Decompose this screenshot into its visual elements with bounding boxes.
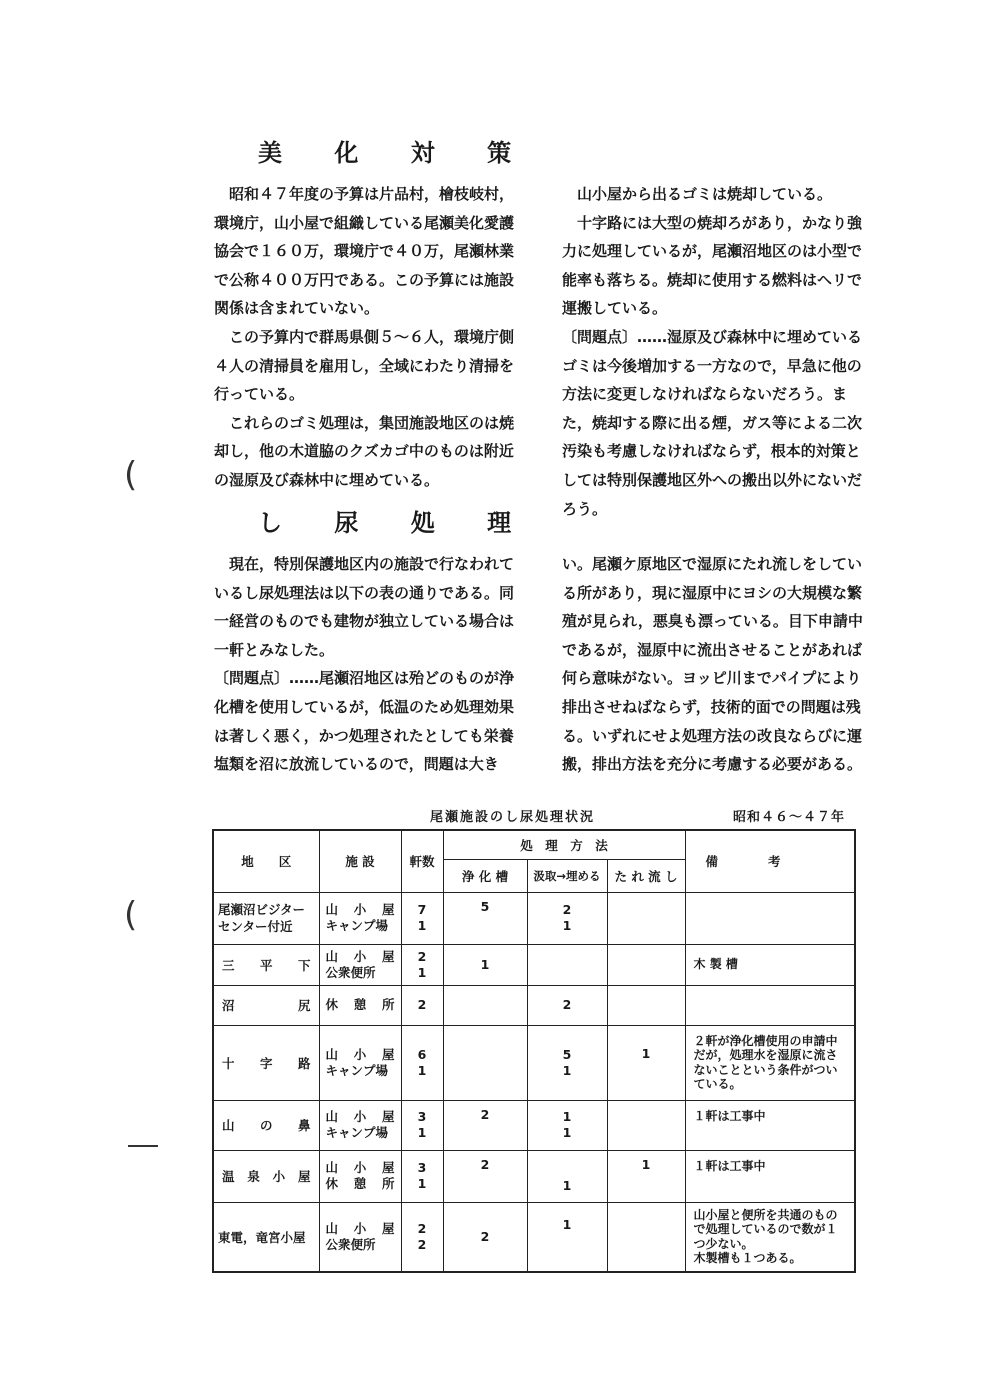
scan-mark: ( <box>124 455 138 495</box>
heading-bika: 美 化 対 策 <box>258 139 534 167</box>
row-facility: 山 小 屋 休 憩 所 <box>319 1150 401 1202</box>
row-kyushu: 1 <box>527 1202 607 1272</box>
row-count: 3 1 <box>401 1100 443 1150</box>
bika-right-column <box>562 180 872 523</box>
row-area: 沼尻 <box>213 985 319 1025</box>
paragraph: この予算内で群馬県側５～６人，環境庁側４人の清掃員を雇用し，全域にわたり清掃を行っている。 <box>214 327 515 404</box>
row-area: 温泉小屋 <box>213 1150 319 1202</box>
row-jokaso: 2 <box>443 1202 527 1272</box>
row-note <box>685 892 855 944</box>
row-jokaso: 1 <box>443 944 527 985</box>
row-kyushu: 5 1 <box>527 1025 607 1100</box>
paragraph: い。尾瀬ケ原地区で湿原にたれ流しをしている所があり，現に湿原中にヨシの大規模な繁殖が見られ，悪臭も漂っている。目下申請中であるが，湿原中に流出させることがあれば何ら意味がない。ヨッピ川までパイプにより排出させねばならず，技術的面での問題は残る。いずれにせよ処理方法の改良ならびに運搬，排出方法を充分に考慮する必要がある。 <box>562 555 863 774</box>
row-area: 山の鼻 <box>213 1100 319 1150</box>
row-area: 十字路 <box>213 1025 319 1100</box>
row-area: 東電，竜宮小屋 <box>213 1202 319 1272</box>
row-count: 2 1 <box>401 944 443 985</box>
header-method: 処 理 方 法 <box>443 830 685 859</box>
header-area: 地 区 <box>213 830 319 892</box>
header-note: 備 考 <box>685 830 855 892</box>
row-area: 三平下 <box>213 944 319 985</box>
row-facility: 山 小 屋 キャンプ場 <box>319 892 401 944</box>
row-note: １軒は工事中 <box>685 1150 855 1202</box>
header-count: 軒数 <box>401 830 443 892</box>
row-jokaso <box>443 1025 527 1100</box>
table-row <box>213 944 855 985</box>
row-count: 3 1 <box>401 1150 443 1202</box>
row-tarenagashi <box>607 892 685 944</box>
table-row <box>213 985 855 1025</box>
row-tarenagashi <box>607 1202 685 1272</box>
table-row <box>213 892 855 944</box>
header-tarenagashi: た れ 流 し <box>607 859 685 892</box>
row-tarenagashi <box>607 1100 685 1150</box>
bika-left-column <box>214 180 524 495</box>
header-facility: 施 設 <box>319 830 401 892</box>
row-count: 2 <box>401 985 443 1025</box>
row-count: 2 2 <box>401 1202 443 1272</box>
table-period: 昭和４６～４７年 <box>733 810 846 825</box>
scan-mark <box>128 1145 158 1147</box>
table-row <box>213 1150 855 1202</box>
row-tarenagashi: 1 <box>607 1150 685 1202</box>
row-count: 7 1 <box>401 892 443 944</box>
row-jokaso: 2 <box>443 1100 527 1150</box>
row-kyushu <box>527 944 607 985</box>
row-facility: 山 小 屋 公衆便所 <box>319 1202 401 1272</box>
row-facility: 山 小 屋 公衆便所 <box>319 944 401 985</box>
row-kyushu: 2 <box>527 985 607 1025</box>
row-kyushu: 1 1 <box>527 1100 607 1150</box>
table-row <box>213 1100 855 1150</box>
row-tarenagashi <box>607 944 685 985</box>
table-row <box>213 1202 855 1272</box>
paragraph: 〔問題点〕……尾瀬沼地区は殆どのものが浄化槽を使用しているが，低温のため処理効果は著しく悪く，かつ処理されたとしても栄養塩類を沼に放流しているので，問題は大き <box>214 669 515 774</box>
row-note <box>685 985 855 1025</box>
header-kyushu: 汲取→埋める <box>527 859 607 892</box>
treatment-table <box>212 829 856 1273</box>
shinyo-left-column <box>214 550 524 779</box>
row-count: 6 1 <box>401 1025 443 1100</box>
shinyo-right-column <box>562 550 872 779</box>
row-area: 尾瀬沼ビジターセンター付近 <box>213 892 319 944</box>
paragraph: 現在，特別保護地区内の施設で行なわれているし尿処理法は以下の表の通りである。同一経営のものでも建物が独立している場合は一軒とみなした。 <box>214 555 515 659</box>
row-jokaso: 5 <box>443 892 527 944</box>
paragraph: 昭和４７年度の予算は片品村，檜枝岐村，環境庁，山小屋で組織している尾瀬美化愛護協会で１６０万，環境庁で４０万，尾瀬林業で公称４００万円である。この予算には施設関係は含まれていない。 <box>214 185 515 318</box>
row-tarenagashi <box>607 985 685 1025</box>
table-row <box>213 1025 855 1100</box>
row-note: 木 製 槽 <box>685 944 855 985</box>
row-facility: 山 小 屋 キャンプ場 <box>319 1100 401 1150</box>
paragraph: これらのゴミ処理は，集団施設地区のは焼却し，他の木道脇のクズカゴ中のものは附近の湿原及び森林中に埋めている。 <box>214 413 515 489</box>
paragraph: 十字路には大型の焼却ろがあり，かなり強力に処理しているが，尾瀬沼地区のは小型で能率も落ちる。焼却に使用する燃料はヘリで運搬している。 <box>562 213 863 318</box>
table-caption: 尾瀬施設のし尿処理状況 <box>430 810 596 825</box>
paragraph: 〔問題点〕……湿原及び森林中に埋めているゴミは今後増加する一方なので，早急に他の方法に変更しなければならないだろう。また，焼却する際に出る煙，ガス等による二次汚染も考慮しなければならず，根本的対策としては特別保護地区外への搬出以外にないだろう。 <box>562 327 863 518</box>
row-note: １軒は工事中 <box>685 1100 855 1150</box>
row-note: ２軒が浄化槽使用の申請中だが，処理水を湿原に流さないことという条件がついている。 <box>685 1025 855 1100</box>
heading-shinyo: し 尿 処 理 <box>258 509 534 537</box>
row-kyushu: 2 1 <box>527 892 607 944</box>
header-jokaso: 浄 化 槽 <box>443 859 527 892</box>
row-kyushu: 1 <box>527 1150 607 1202</box>
row-jokaso: 2 <box>443 1150 527 1202</box>
row-jokaso <box>443 985 527 1025</box>
paragraph: 山小屋から出るゴミは焼却している。 <box>577 185 833 203</box>
row-tarenagashi: 1 <box>607 1025 685 1100</box>
row-facility: 山 小 屋 キャンプ場 <box>319 1025 401 1100</box>
row-facility: 休 憩 所 <box>319 985 401 1025</box>
row-note: 山小屋と便所を共通のもので処理しているので数が１つ少ない。 木製槽も１つある。 <box>685 1202 855 1272</box>
scan-mark: ( <box>124 895 138 935</box>
